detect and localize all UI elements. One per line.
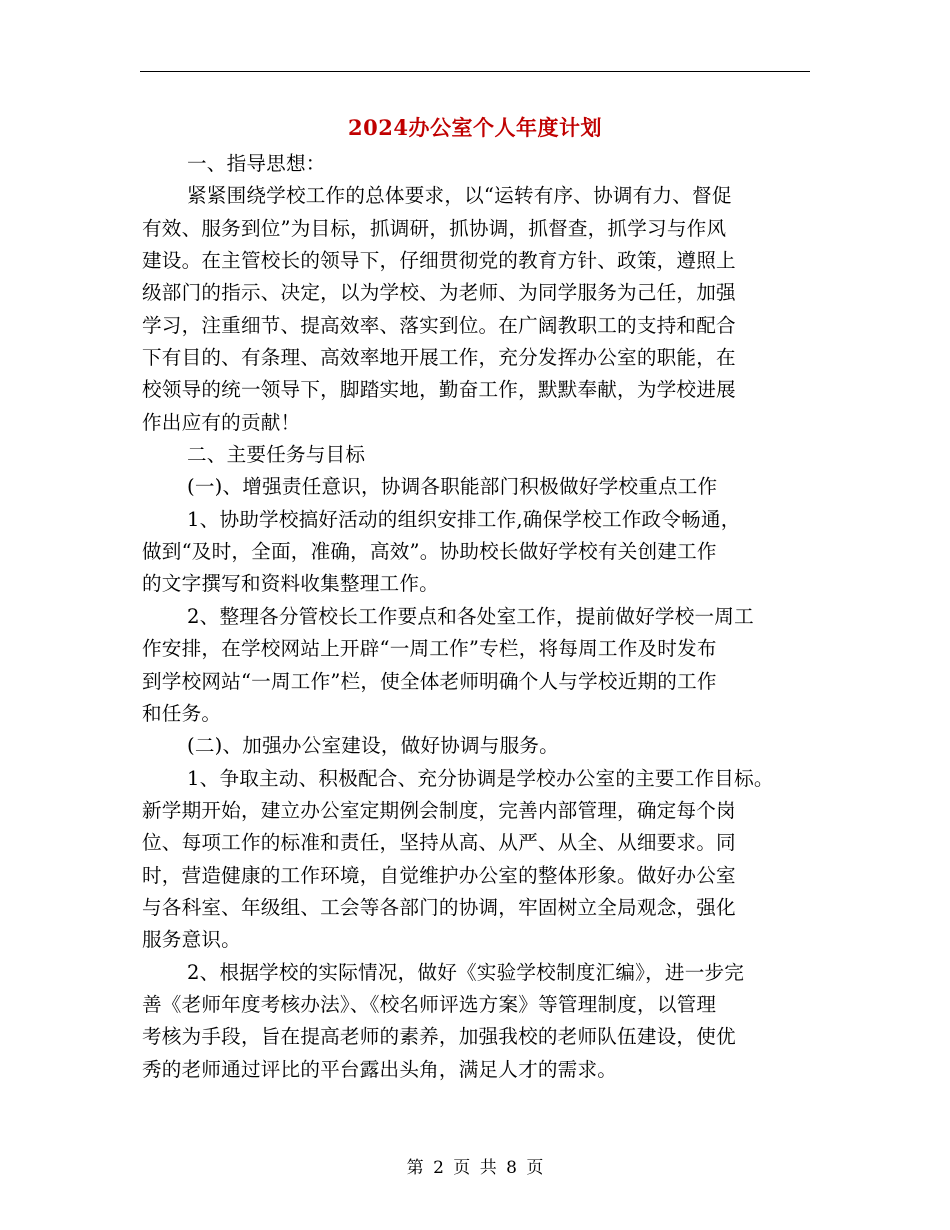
paragraph-line: 学习，注重细节、提高效率、落实到位。在广阔教职工的支持和配合 xyxy=(142,313,736,337)
paragraph-line: 校领导的统一领导下，脚踏实地，勤奋工作，默默奉献，为学校进展 xyxy=(142,378,736,402)
paragraph-line: 位、每项工作的标准和责任，坚持从高、从严、从全、从细要求。同 xyxy=(142,831,736,855)
paragraph-line: 级部门的指示、决定，以为学校、为老师、为同学服务为己任，加强 xyxy=(142,281,736,305)
paragraph-line: (二)、加强办公室建设，做好协调与服务。 xyxy=(187,734,559,758)
paragraph-line: 下有目的、有条理、高效率地开展工作，充分发挥办公室的职能，在 xyxy=(142,346,736,370)
paragraph-line: 一、指导思想： xyxy=(187,152,326,175)
paragraph-line: 作出应有的贡献！ xyxy=(142,410,301,434)
paragraph-line: 建设。在主管校长的领导下，仔细贯彻党的教育方针、政策，遵照上 xyxy=(142,249,736,273)
page-number: 第 2 页 共 8 页 xyxy=(406,1158,544,1178)
paragraph-line: 与各科室、年级组、工会等各部门的协调，牢固树立全局观念，强化 xyxy=(142,895,736,919)
document-title: 2024办公室个人年度计划 xyxy=(348,115,602,140)
document-body xyxy=(142,148,812,1086)
paragraph-line: 2、根据学校的实际情况，做好《实验学校制度汇编》，进一步完 xyxy=(187,960,745,984)
paragraph-line: 新学期开始，建立办公室定期例会制度，完善内部管理，确定每个岗 xyxy=(142,798,736,822)
paragraph-line: 和任务。 xyxy=(142,701,222,725)
header-rule xyxy=(140,71,810,72)
paragraph-line: 1、争取主动、积极配合、充分协调是学校办公室的主要工作目标。 xyxy=(187,766,774,790)
paragraph-line: 到学校网站“一周工作”栏，使全体老师明确个人与学校近期的工作 xyxy=(142,669,717,693)
paragraph-line: 的文字撰写和资料收集整理工作。 xyxy=(142,572,439,596)
paragraph-line: 有效、服务到位”为目标，抓调研，抓协调，抓督查，抓学习与作风 xyxy=(142,216,727,240)
paragraph-line: 服务意识。 xyxy=(142,928,241,952)
paragraph-line: 2、整理各分管校长工作要点和各处室工作，提前做好学校一周工 xyxy=(187,604,754,628)
paragraph-line: 时，营造健康的工作环境，自觉维护办公室的整体形象。做好办公室 xyxy=(142,863,736,887)
paragraph-line: 善《老师年度考核办法》、《校名师评选方案》等管理制度，以管理 xyxy=(142,992,717,1016)
paragraph-line: 做到“及时，全面，准确，高效”。协助校长做好学校有关创建工作 xyxy=(142,540,717,564)
paragraph-line: 1、协助学校搞好活动的组织安排工作,确保学校工作政令畅通， xyxy=(187,507,741,531)
paragraph-line: 紧紧围绕学校工作的总体要求，以“运转有序、协调有力、督促 xyxy=(187,184,732,208)
paragraph-line: 考核为手段，旨在提高老师的素养，加强我校的老师队伍建设，使优 xyxy=(142,1025,736,1049)
paragraph-line: 二、主要任务与目标 xyxy=(187,443,366,467)
paragraph-line: 秀的老师通过评比的平台露出头角，满足人才的需求。 xyxy=(142,1057,618,1081)
paragraph-line: (一)、增强责任意识，协调各职能部门积极做好学校重点工作 xyxy=(187,475,718,499)
paragraph-line: 作安排，在学校网站上开辟“一周工作”专栏，将每周工作及时发布 xyxy=(142,637,717,661)
